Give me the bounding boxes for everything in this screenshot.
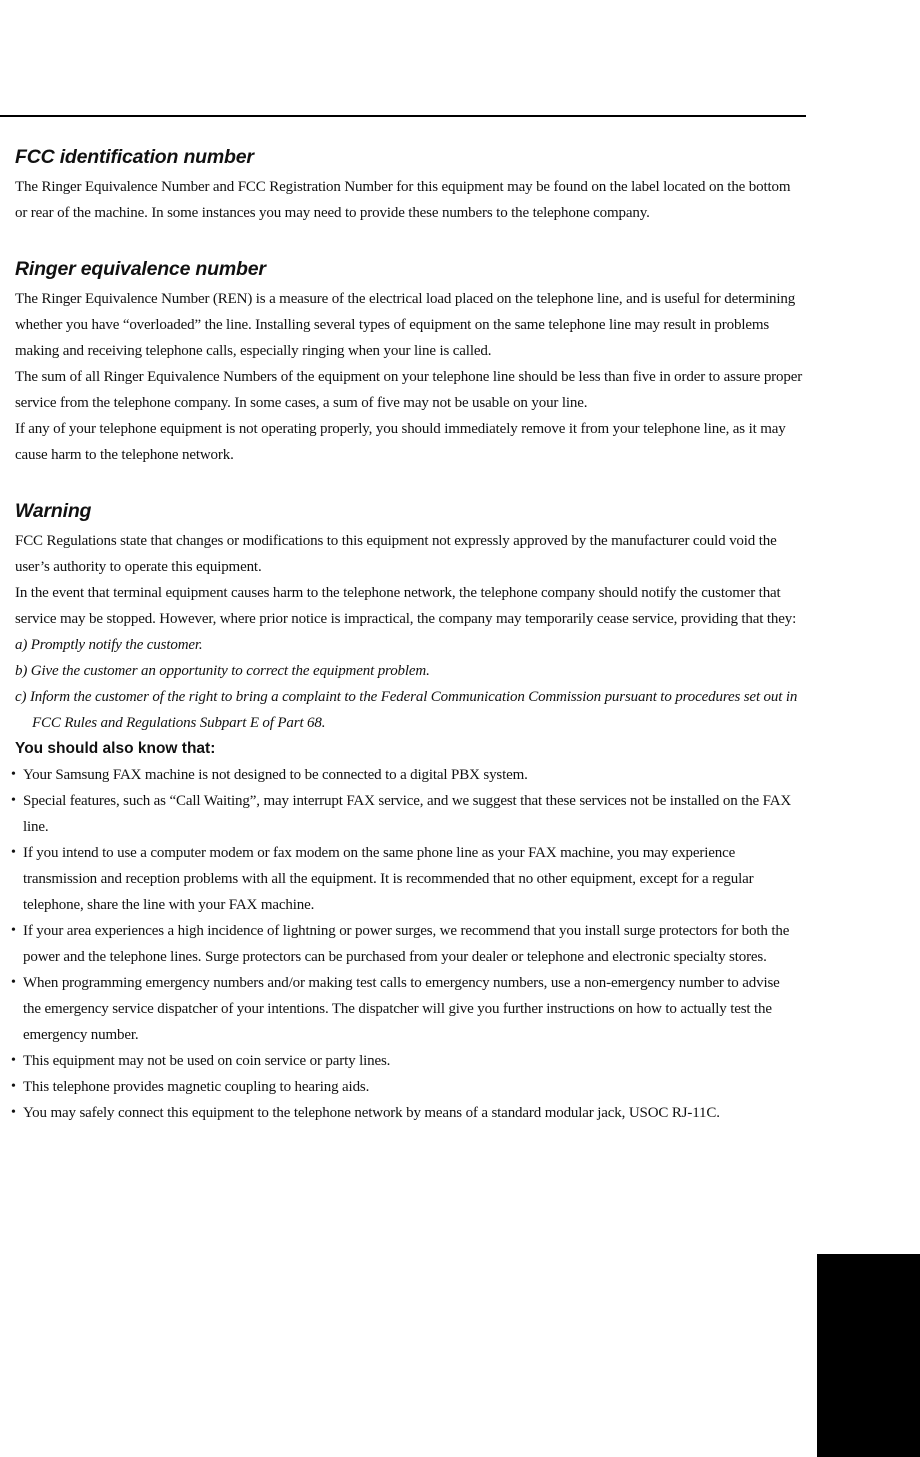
provisions-list [15, 632, 805, 736]
bullet-item: • This telephone provides magnetic coupling to hearing aids. [11, 1074, 801, 1100]
bullet-item: • This equipment may not be used on coin service or party lines. [11, 1048, 801, 1074]
paragraph: The sum of all Ringer Equivalence Numbers of the equipment on your telephone line should be less than five in order to assure proper service from the telephone company. In some cases, a sum of five may not be usable on your line. [15, 369, 803, 411]
bullet-item: • You may safely connect this equipment to the telephone network by means of a standard modular jack, USOC RJ-11C. [11, 1100, 801, 1126]
bullet-icon: • [11, 767, 16, 782]
bullet-icon: • [11, 1105, 16, 1120]
bullet-icon: • [11, 975, 16, 990]
bullet-list [11, 762, 801, 1126]
bullet-icon: • [11, 845, 16, 860]
bullet-icon: • [11, 793, 16, 808]
bullet-icon: • [11, 923, 16, 938]
bullet-item: • If you intend to use a computer modem or fax modem on the same phone line as your FAX machine, you may experience transmission and reception problems with all the equipment. It is recommended that no other equipment, except for a regular telephone, share the line with your FAX machine. [11, 840, 801, 918]
list-item: b) Give the customer an opportunity to correct the equipment problem. [15, 663, 430, 679]
paragraph: The Ringer Equivalence Number (REN) is a measure of the electrical load placed on the telephone line, and is useful for determining whether you have “overloaded” the line. Installing several types of equipment on the same telephone line may result in problems making and receiving telephone calls, especially ringing when your line is called. [15, 291, 796, 359]
page-content [11, 140, 805, 1126]
section-fcc-identification [15, 140, 805, 226]
bullet-item: • If your area experiences a high incidence of lightning or power surges, we recommend that you install surge protectors for both the power and the telephone lines. Surge protectors can be purchased from your dealer or telephone and electronic specialty stores. [11, 918, 801, 970]
bullet-icon: • [11, 1079, 16, 1094]
paragraph: FCC Regulations state that changes or modifications to this equipment not expressly approved by the manufacturer could void the user’s authority to operate this equipment. [15, 533, 777, 575]
header-rule [0, 115, 806, 117]
bullet-item: • Your Samsung FAX machine is not designed to be connected to a digital PBX system. [11, 762, 801, 788]
paragraph: The Ringer Equivalence Number and FCC Registration Number for this equipment may be found on the label located on the bottom or rear of the machine. In some instances you may need to provide these numbers to the telephone company. [15, 179, 791, 221]
bullet-icon: • [11, 1053, 16, 1068]
section-heading: Ringer equivalence number [15, 258, 266, 280]
section-warning [11, 494, 805, 1126]
section-ringer-equivalence [15, 252, 805, 468]
list-item: a) Promptly notify the customer. [15, 637, 203, 653]
section-heading: FCC identification number [15, 146, 254, 168]
subheading: You should also know that: [15, 740, 216, 757]
list-item: c) Inform the customer of the right to bring a complaint to the Federal Communication Commission pursuant to procedures set out in FCC Rules and Regulations Subpart E of Part 68. [15, 689, 798, 731]
paragraph: In the event that terminal equipment causes harm to the telephone network, the telephone company should notify the customer that service may be stopped. However, where prior notice is impractical, the company may temporarily cease service, providing that they: [15, 585, 797, 627]
section-heading: Warning [15, 500, 92, 522]
bullet-item: • When programming emergency numbers and/or making test calls to emergency numbers, use a non-emergency number to advise the emergency service dispatcher of your intentions. The dispatcher will give you further instructions on how to actually test the emergency number. [11, 970, 801, 1048]
paragraph: If any of your telephone equipment is not operating properly, you should immediately remove it from your telephone line, as it may cause harm to the telephone network. [15, 421, 786, 463]
bullet-item: • Special features, such as “Call Waiting”, may interrupt FAX service, and we suggest that these services not be installed on the FAX line. [11, 788, 801, 840]
chapter-tab-marker [817, 1254, 920, 1457]
